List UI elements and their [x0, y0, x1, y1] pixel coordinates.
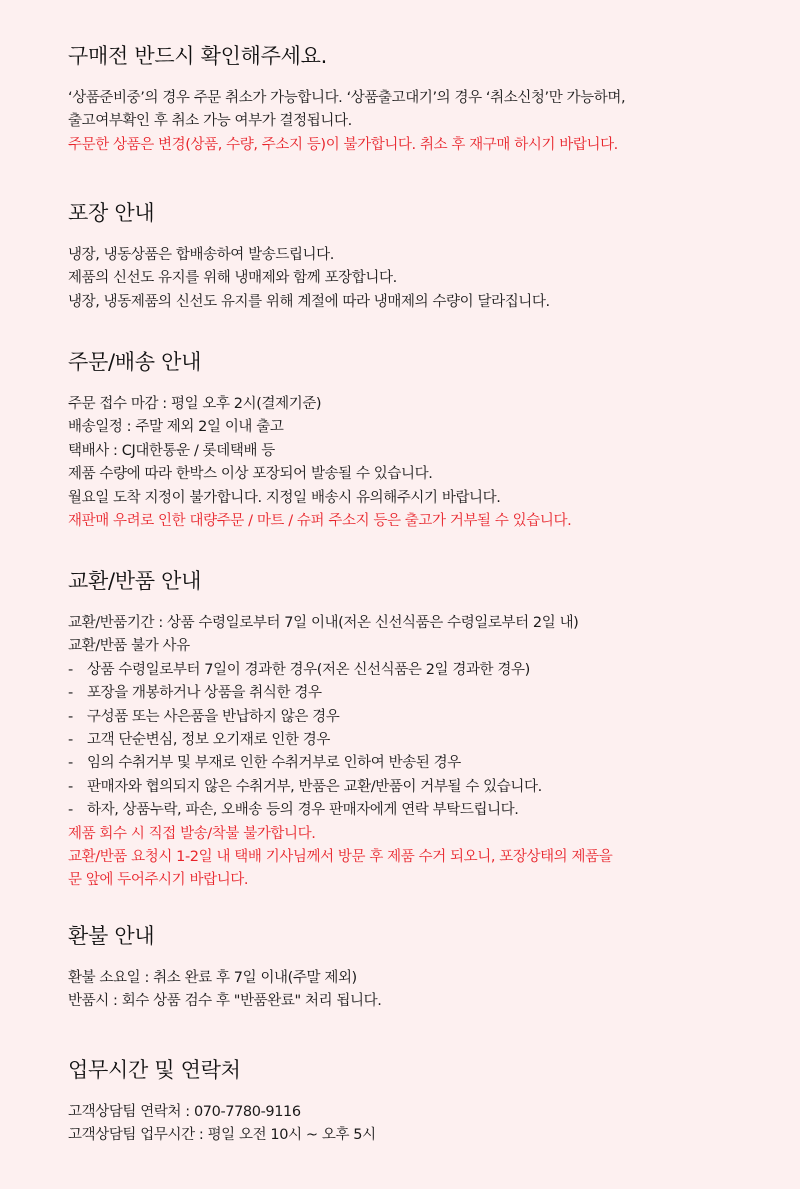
warning-line: 교환/반품 요청시 1-2일 내 택배 기사님께서 방문 후 제품 수거 되오니, 포장상태의 제품을: [68, 849, 613, 866]
section-lines: [68, 1101, 788, 1148]
list-item: [68, 659, 788, 682]
notice-line: 교환/반품기간 : 상품 수령일로부터 7일 이내(저온 신선식품은 수령일로부터 2일 내): [68, 615, 579, 631]
list-item: [68, 706, 788, 729]
section-lines: [68, 967, 788, 1014]
list-item: [68, 776, 788, 799]
contact-phone: 고객상담팀 연락처 : 070-7780-9116: [68, 1104, 301, 1120]
section-exchange-return: [68, 566, 788, 893]
list-item-text: 임의 수취거부 및 부재로 인한 수취거부로 인하여 반송된 경우: [87, 755, 461, 772]
list-item-text: 포장을 개봉하거나 상품을 취식한 경우: [87, 685, 322, 702]
dash-bullet: -: [68, 685, 73, 702]
notice-line: 주문 접수 마감 : 평일 오후 2시(결제기준): [68, 396, 322, 412]
list-item-text: 판매자와 협의되지 않은 수취거부, 반품은 교환/반품이 거부될 수 있습니다.: [87, 778, 542, 795]
list-item-text: 상품 수령일로부터 7일이 경과한 경우(저온 신선식품은 2일 경과한 경우): [87, 661, 530, 678]
section-business-hours-contact: [68, 1055, 788, 1148]
notice-line: 제품 수량에 따라 한박스 이상 포장되어 발송될 수 있습니다.: [68, 466, 433, 483]
warning-line: 문 앞에 두어주시기 바랍니다.: [68, 872, 249, 889]
section-title: 구매전 반드시 확인해주세요.: [68, 44, 327, 68]
section-title: 업무시간 및 연락처: [68, 1058, 241, 1082]
notice-line: 냉장, 냉동제품의 신선도 유지를 위해 계절에 따라 냉매제의 수량이 달라집니다.: [68, 293, 550, 310]
section-lines: [68, 87, 788, 157]
section-lines: [68, 612, 788, 893]
warning-line: 주문한 상품은 변경(상품, 수량, 주소지 등)이 불가합니다. 취소 후 재구매 하시기 바랍니다.: [68, 136, 618, 153]
section-title: 교환/반품 안내: [68, 569, 202, 593]
notice-line: 배송일정 : 주말 제외 2일 이내 출고: [68, 419, 284, 436]
section-lines: [68, 393, 788, 533]
section-purchase-notice: [68, 41, 788, 157]
list-item-text: 하자, 상품누락, 파손, 오배송 등의 경우 판매자에게 연락 부탁드립니다.: [87, 802, 519, 819]
section-lines: [68, 244, 788, 314]
list-item: [68, 729, 788, 752]
dash-bullet: -: [68, 732, 73, 749]
notice-line: 출고여부확인 후 취소 가능 여부가 결정됩니다.: [68, 113, 352, 130]
notice-line: ‘상품준비중’의 경우 주문 취소가 가능합니다. ‘상품출고대기’의 경우 ‘취소신청’만 가능하며,: [68, 90, 626, 106]
warning-line: 제품 회수 시 직접 발송/착불 불가합니다.: [68, 825, 316, 842]
dash-bullet: -: [68, 661, 73, 678]
dash-bullet: -: [68, 755, 73, 772]
list-item-text: 고객 단순변심, 정보 오기재로 인한 경우: [87, 732, 330, 749]
list-item-text: 구성품 또는 사은품을 반납하지 않은 경우: [87, 708, 340, 725]
dash-bullet: -: [68, 708, 73, 725]
dash-bullet: -: [68, 802, 73, 819]
notice-line: 택배사 : CJ대한통운 / 롯데택배 등: [68, 442, 275, 459]
section-packaging: [68, 198, 788, 314]
section-refund: [68, 921, 788, 1014]
section-title: 포장 안내: [68, 201, 155, 225]
section-title: 주문/배송 안내: [68, 350, 202, 374]
notice-line: 냉장, 냉동상품은 합배송하여 발송드립니다.: [68, 247, 334, 263]
notice-line: 제품의 신선도 유지를 위해 냉매제와 함께 포장합니다.: [68, 270, 397, 287]
dash-bullet: -: [68, 778, 73, 795]
notice-line: 교환/반품 불가 사유: [68, 638, 190, 655]
notice-line: 월요일 도착 지정이 불가합니다. 지정일 배송시 유의해주시기 바랍니다.: [68, 489, 501, 506]
list-item: [68, 752, 788, 775]
notice-line: 환불 소요일 : 취소 완료 후 7일 이내(주말 제외): [68, 970, 357, 986]
warning-line: 재판매 우려로 인한 대량주문 / 마트 / 슈퍼 주소지 등은 출고가 거부될 수 있습니다.: [68, 513, 572, 530]
list-item: [68, 682, 788, 705]
business-hours: 고객상담팀 업무시간 : 평일 오전 10시 ~ 오후 5시: [68, 1127, 376, 1144]
section-order-shipping: [68, 347, 788, 533]
section-title: 환불 안내: [68, 924, 155, 948]
list-item: [68, 799, 788, 822]
notice-line: 반품시 : 회수 상품 검수 후 "반품완료" 처리 됩니다.: [68, 993, 382, 1010]
